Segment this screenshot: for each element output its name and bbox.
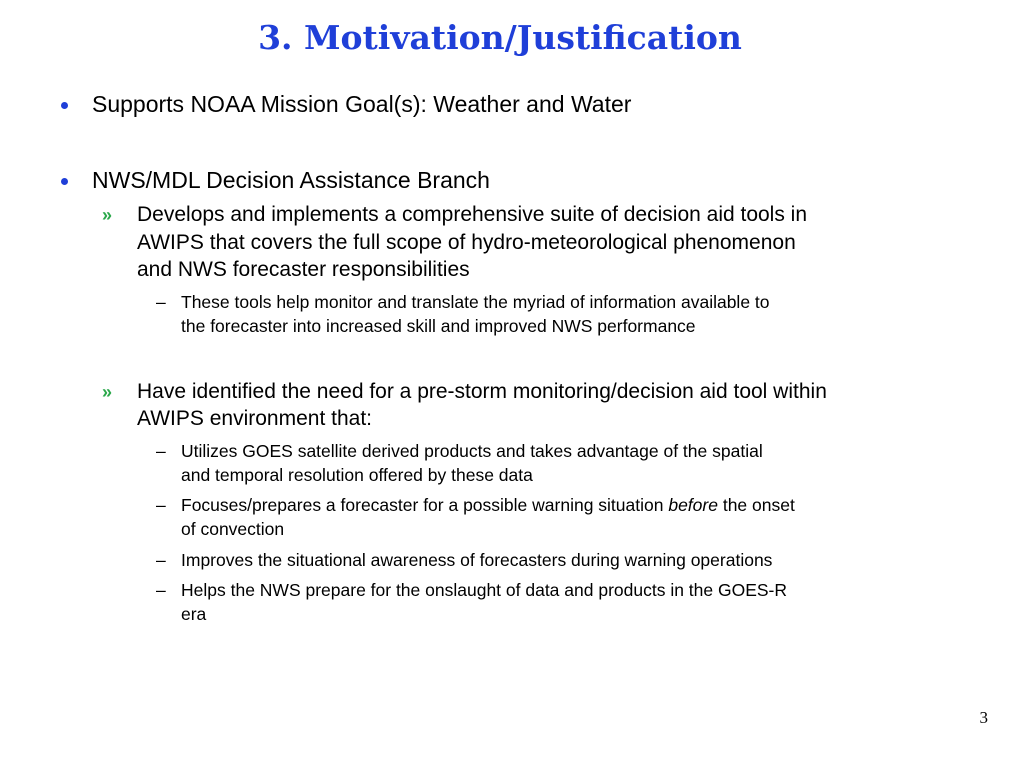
detail-2-4-line-1: Helps the NWS prepare for the onslaught of data and products in the GOES-R bbox=[181, 580, 788, 600]
dash-bullet-icon: – bbox=[156, 550, 166, 570]
sub-bullet-1-line-1: Develops and implements a comprehensive suite of decision aid tools in bbox=[137, 203, 808, 226]
bullet-dot-icon bbox=[61, 102, 68, 109]
detail-2-2-text-a: Focuses/prepares a forecaster for a possible warning situation bbox=[181, 495, 669, 515]
sub-bullet-2-line-2: AWIPS environment that: bbox=[137, 407, 372, 430]
dash-bullet-icon: – bbox=[156, 292, 166, 312]
detail-2-1-line-2: and temporal resolution offered by these data bbox=[181, 465, 533, 485]
detail-2-2-line-2: of convection bbox=[181, 519, 285, 539]
raquo-bullet-icon: » bbox=[102, 205, 113, 225]
bullet-1-text: Supports NOAA Mission Goal(s): Weather and Water bbox=[92, 91, 632, 117]
detail-2-4-line-2: era bbox=[181, 604, 207, 624]
raquo-bullet-icon: » bbox=[102, 382, 113, 402]
dash-bullet-icon: – bbox=[156, 580, 166, 600]
bullet-2-text: NWS/MDL Decision Assistance Branch bbox=[92, 167, 490, 193]
page-number: 3 bbox=[979, 708, 988, 727]
detail-2-3-line-1: Improves the situational awareness of forecasters during warning operations bbox=[181, 550, 773, 570]
detail-2-2-emphasis: before bbox=[668, 495, 718, 515]
dash-bullet-icon: – bbox=[156, 495, 166, 515]
detail-1-1-line-1: These tools help monitor and translate the myriad of information available to bbox=[181, 292, 770, 312]
detail-2-2-text-b: the onset bbox=[717, 495, 795, 515]
detail-2-2-line-1 bbox=[181, 495, 795, 516]
dash-bullet-icon: – bbox=[156, 441, 166, 461]
sub-bullet-1-line-3: and NWS forecaster responsibilities bbox=[137, 258, 470, 281]
detail-2-1-line-1: Utilizes GOES satellite derived products and takes advantage of the spatial bbox=[181, 441, 763, 461]
sub-bullet-2-line-1: Have identified the need for a pre-storm monitoring/decision aid tool within bbox=[137, 380, 827, 403]
slide-title: 3. Motivation/Justification bbox=[258, 18, 742, 57]
sub-bullet-1-line-2: AWIPS that covers the full scope of hydro-meteorological phenomenon bbox=[137, 231, 796, 254]
bullet-dot-icon bbox=[61, 178, 68, 185]
detail-1-1-line-2: the forecaster into increased skill and improved NWS performance bbox=[181, 316, 696, 336]
